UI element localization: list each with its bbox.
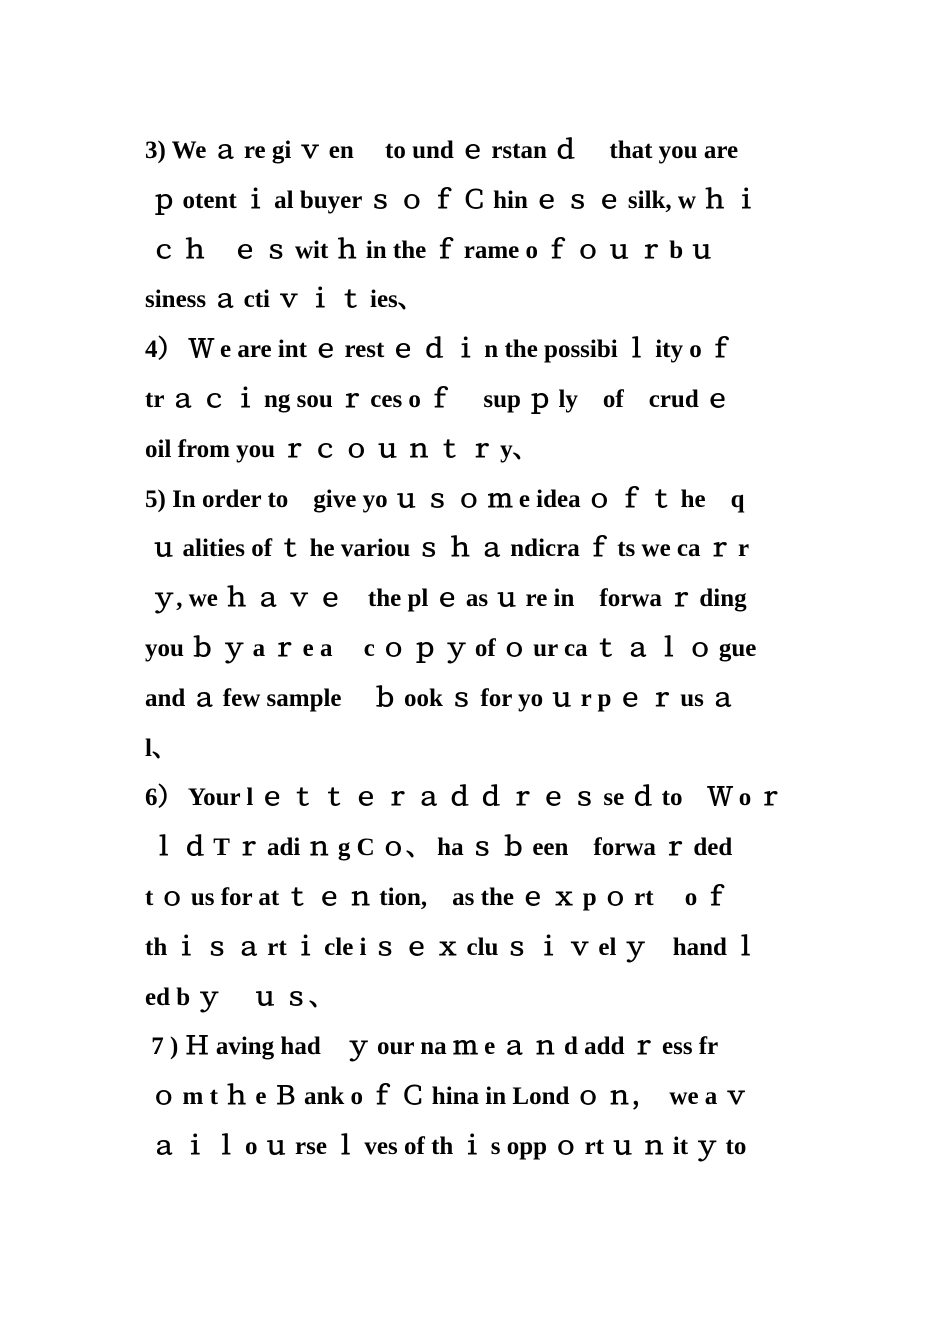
text-line-12: and ａ few sample ｂ ook ｓ for yo ｕ r p ｅ ｒ us ａ	[145, 684, 736, 712]
text-line-18: ed b ｙ ｕ ｓ、	[145, 983, 334, 1011]
text-line-14: 6） Your l ｅ ｔ ｔ ｅ ｒ ａ ｄ ｄ ｒ ｅ ｓ se ｄ to Ｗ o ｒ	[145, 784, 783, 812]
text-line-1: 3) We ａ re gi ｖ en to und ｅ rstan ｄ that you are	[145, 137, 739, 164]
text-line-4: siness ａ cti ｖ ｉ ｔ ies、	[145, 286, 423, 314]
text-line-7: oil from you ｒ ｃ ｏ ｕ ｎ ｔ ｒ y、	[145, 435, 538, 463]
text-line-13: l、	[145, 734, 177, 762]
text-line-3: ｃ ｈ ｅ ｓ wit ｈ in the ｆ rame o ｆ ｏ ｕ ｒ b ｕ	[145, 236, 715, 264]
text-line-19: 7 ) Ｈ aving had ｙ our na ｍ e ａ ｎ d add ｒ ess fr	[145, 1033, 719, 1061]
text-line-8: 5) In order to give yo ｕ ｓ ｏ ｍ e idea ｏ ｆ ｔ he q	[145, 485, 745, 513]
text-line-9: ｕ alities of ｔ he variou ｓ ｈ ａ ndicra ｆ ts we ca ｒ r	[145, 535, 750, 563]
text-line-11: you ｂ ｙ a ｒ e a c ｏ ｐ ｙ of ｏ ur ca ｔ ａ ｌ ｏ gue	[145, 634, 757, 662]
body-text	[145, 126, 815, 1172]
text-line-17: th ｉ ｓ ａ rt ｉ cle i ｓ ｅ ｘ clu ｓ ｉ ｖ el ｙ hand ｌ	[145, 933, 759, 961]
text-line-16: t ｏ us for at ｔ ｅ ｎ tion, as the ｅ ｘ p ｏ rt o ｆ	[145, 883, 729, 911]
text-line-21: ａ ｉ ｌ o ｕ rse ｌ ves of th ｉ s opp ｏ rt ｕ ｎ it ｙ to	[145, 1132, 747, 1160]
text-line-6: tr ａ ｃ ｉ ng sou ｒ ces o ｆ sup ｐ ly of crud ｅ	[145, 385, 730, 413]
text-line-15: ｌ ｄ T ｒ adi ｎ g C ｏ、 ha ｓ ｂ een forwa ｒ ded	[145, 834, 733, 862]
text-line-5: 4） Ｗ e are int ｅ rest ｅ ｄ ｉ n the possibi ｌ ity o ｆ	[145, 336, 733, 364]
text-line-2: ｐ otent ｉ al buyer ｓ ｏ ｆ Ｃ hin ｅ ｓ ｅ silk, w ｈ ｉ	[145, 186, 759, 214]
text-line-10: ｙ, we ｈ ａ ｖ ｅ the pl ｅ as ｕ re in forwa ｒ ding	[145, 585, 747, 613]
text-line-20: ｏ m t ｈ e Ｂ ank o ｆ Ｃ hina in Lond ｏ ｎ， we a ｖ	[145, 1083, 749, 1111]
